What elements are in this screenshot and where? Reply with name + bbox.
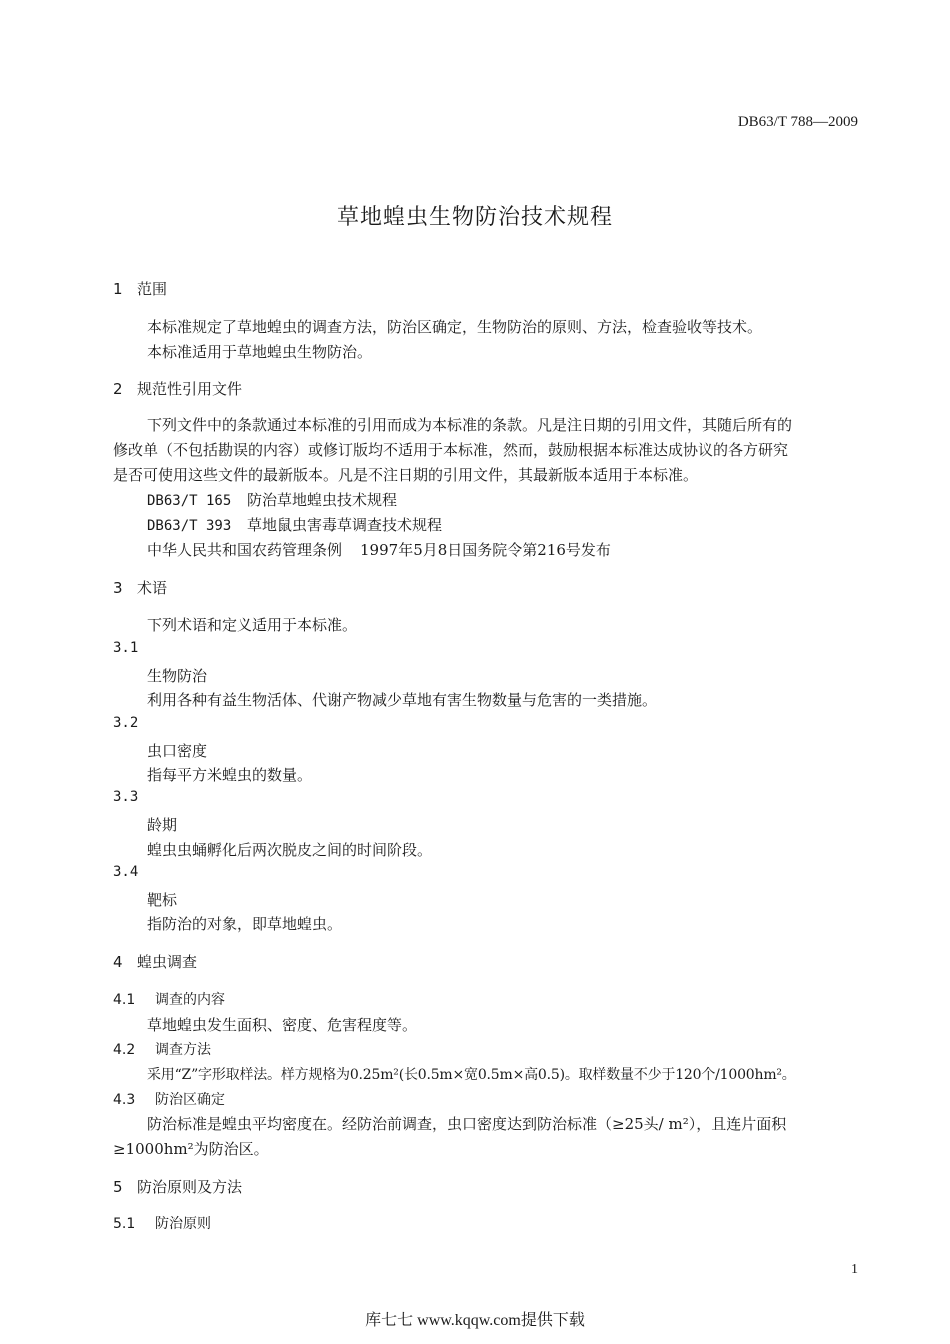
section-3-heading — [113, 577, 167, 598]
term-name: 靶标 — [147, 891, 178, 909]
subsection-title: 防治区确定 — [155, 1092, 225, 1108]
reference-title: 1997年5月8日国务院令第216号发布 — [360, 541, 611, 559]
paragraph-line: ≥1000hm²为防治区。 — [113, 1140, 269, 1158]
reference-item — [147, 514, 442, 535]
paragraph: 本标准适用于草地蝗虫生物防治。 — [147, 343, 373, 361]
reference-item — [147, 489, 397, 510]
paragraph-line: 下列文件中的条款通过本标准的引用而成为本标准的条款。凡是注日期的引用文件，其随后所有的 — [147, 416, 793, 434]
subsection-title: 调查的内容 — [155, 992, 225, 1008]
section-5-heading — [113, 1176, 242, 1197]
subsection-number: 4.1 — [113, 992, 136, 1008]
section-number: 4 — [113, 953, 123, 971]
subsection-title: 调查方法 — [155, 1042, 211, 1058]
document-title: 草地蝗虫生物防治技术规程 — [336, 205, 613, 230]
term-definition: 利用各种有益生物活体、代谢产物减少草地有害生物数量与危害的一类措施。 — [147, 691, 658, 709]
section-1-heading — [113, 278, 167, 299]
section-title: 防治原则及方法 — [137, 1178, 243, 1196]
section-title: 范围 — [137, 280, 168, 298]
term-definition: 指防治的对象，即草地蝗虫。 — [147, 915, 343, 933]
download-footer: 库七七 www.kqqw.com提供下载 — [365, 1312, 585, 1329]
section-title: 术语 — [137, 579, 168, 597]
subsection-heading — [113, 989, 225, 1009]
term-number: 3.3 — [113, 789, 139, 805]
subsection-heading — [113, 1039, 211, 1059]
paragraph: 采用“Z”字形取样法。样方规格为0.25m²(长0.5m×宽0.5m×高0.5)。取样数量不少于120个/1000hm²。 — [147, 1067, 796, 1083]
term-definition: 蝗虫虫蛹孵化后两次脱皮之间的时间阶段。 — [147, 841, 433, 859]
reference-code: DB63/T 165 — [147, 493, 232, 509]
paragraph: 下列术语和定义适用于本标准。 — [147, 616, 358, 634]
section-2-heading — [113, 378, 242, 399]
section-title: 蝗虫调查 — [137, 953, 198, 971]
subsection-number: 4.3 — [113, 1092, 136, 1108]
paragraph: 草地蝗虫发生面积、密度、危害程度等。 — [147, 1016, 418, 1034]
term-number: 3.4 — [113, 864, 139, 880]
reference-title: 防治草地蝗虫技术规程 — [247, 491, 398, 509]
subsection-number: 5.1 — [113, 1216, 136, 1232]
reference-code: DB63/T 393 — [147, 518, 232, 534]
reference-code: 中华人民共和国农药管理条例 — [147, 541, 343, 559]
paragraph-line: 是否可使用这些文件的最新版本。凡是不注日期的引用文件，其最新版本适用于本标准。 — [113, 466, 699, 484]
term-number: 3.2 — [113, 715, 139, 731]
subsection-heading — [113, 1213, 211, 1233]
paragraph-line: 修改单（不包括勘误的内容）或修订版均不适用于本标准，然而，鼓励根据本标准达成协议的各方研究 — [113, 441, 789, 459]
paragraph: 本标准规定了草地蝗虫的调查方法，防治区确定，生物防治的原则、方法，检查验收等技术。 — [147, 318, 763, 336]
subsection-heading — [113, 1089, 225, 1109]
term-number: 3.1 — [113, 640, 139, 656]
section-number: 5 — [113, 1178, 123, 1196]
term-name: 龄期 — [147, 816, 178, 834]
section-number: 2 — [113, 380, 123, 398]
reference-item — [147, 539, 611, 560]
paragraph-line: 防治标准是蝗虫平均密度在。经防治前调查，虫口密度达到防治标准（≥25头/ m²），且连片面积 — [147, 1115, 787, 1133]
section-4-heading — [113, 951, 197, 972]
term-name: 虫口密度 — [147, 742, 208, 760]
section-number: 3 — [113, 579, 123, 597]
section-number: 1 — [113, 280, 123, 298]
reference-title: 草地鼠虫害毒草调查技术规程 — [247, 516, 443, 534]
standard-code: DB63/T 788—2009 — [737, 114, 858, 130]
term-name: 生物防治 — [147, 667, 208, 685]
term-definition: 指每平方米蝗虫的数量。 — [147, 766, 313, 784]
subsection-title: 防治原则 — [155, 1216, 211, 1232]
section-title: 规范性引用文件 — [137, 380, 243, 398]
subsection-number: 4.2 — [113, 1042, 136, 1058]
page-number: 1 — [851, 1262, 858, 1277]
